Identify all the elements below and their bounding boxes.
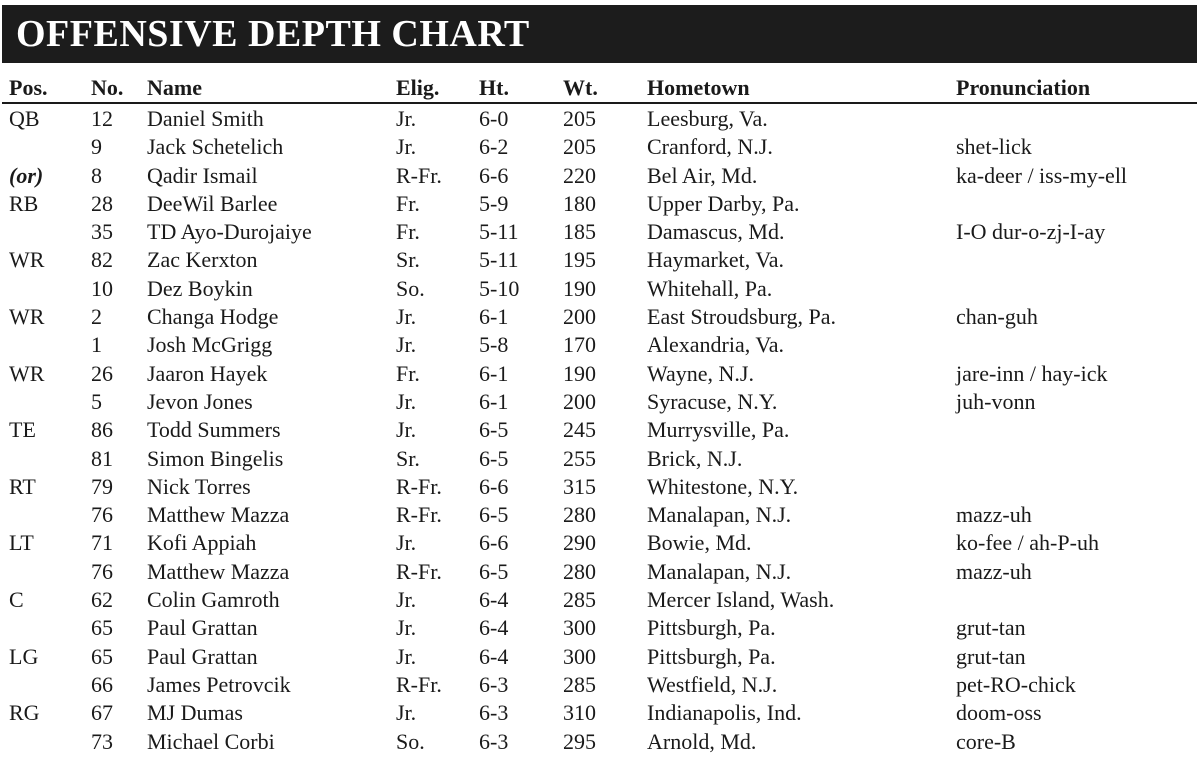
cell-name: Jack Schetelich: [147, 134, 284, 160]
cell-number: 76: [91, 558, 113, 584]
cell-height: 6-1: [479, 304, 509, 330]
cell-pronunciation: shet-lick: [956, 134, 1032, 160]
cell-number: 1: [91, 332, 102, 358]
table-row: [0, 190, 1200, 218]
cell-hometown: Pittsburgh, Pa.: [647, 643, 776, 669]
cell-pos: LG: [9, 643, 39, 669]
cell-hometown: Westfield, N.J.: [647, 671, 778, 697]
cell-pos: WR: [9, 304, 45, 330]
cell-number: 35: [91, 219, 113, 245]
header-elig: Elig.: [396, 75, 440, 100]
header-pronunciation: Pronunciation: [956, 75, 1091, 100]
cell-weight: 280: [563, 558, 596, 584]
cell-number: 10: [91, 275, 113, 301]
cell-name: Matthew Mazza: [147, 558, 290, 584]
cell-hometown: Mercer Island, Wash.: [647, 587, 835, 613]
cell-name: Jaaron Hayek: [147, 360, 268, 386]
cell-height: 6-6: [479, 473, 509, 499]
header-wt: Wt.: [563, 75, 598, 100]
cell-eligibility: Jr.: [396, 134, 417, 160]
cell-pronunciation: grut-tan: [956, 643, 1026, 669]
table-row: [0, 246, 1200, 274]
cell-number: 5: [91, 388, 102, 414]
cell-weight: 280: [563, 502, 596, 528]
cell-pronunciation: ka-deer / iss-my-ell: [956, 162, 1128, 188]
table-row: [0, 162, 1200, 190]
cell-hometown: Haymarket, Va.: [647, 247, 785, 273]
cell-height: 6-1: [479, 360, 509, 386]
cell-hometown: Pittsburgh, Pa.: [647, 615, 776, 641]
cell-height: 6-1: [479, 388, 509, 414]
cell-number: 28: [91, 190, 113, 216]
cell-eligibility: R-Fr.: [396, 558, 442, 584]
cell-name: James Petrovcik: [147, 671, 291, 697]
table-row: [0, 303, 1200, 331]
cell-hometown: Cranford, N.J.: [647, 134, 773, 160]
page-title: OFFENSIVE DEPTH CHART: [16, 13, 530, 55]
cell-number: 81: [91, 445, 113, 471]
table-row: [0, 218, 1200, 246]
cell-height: 6-5: [479, 558, 509, 584]
cell-weight: 300: [563, 615, 596, 641]
cell-pronunciation: pet-RO-chick: [956, 671, 1076, 697]
cell-pronunciation: chan-guh: [956, 304, 1038, 330]
cell-weight: 190: [563, 275, 596, 301]
cell-pos: WR: [9, 247, 45, 273]
cell-weight: 285: [563, 587, 596, 613]
table-row: [0, 614, 1200, 642]
table-row: [0, 360, 1200, 388]
cell-eligibility: Jr.: [396, 700, 417, 726]
cell-eligibility: Jr.: [396, 388, 417, 414]
table-row: [0, 529, 1200, 557]
cell-hometown: Indianapolis, Ind.: [647, 700, 802, 726]
cell-pos: C: [9, 587, 24, 613]
cell-weight: 295: [563, 728, 596, 754]
cell-height: 5-8: [479, 332, 509, 358]
cell-height: 6-3: [479, 671, 509, 697]
cell-eligibility: Fr.: [396, 190, 420, 216]
table-body: [0, 105, 1200, 756]
cell-height: 5-9: [479, 190, 509, 216]
cell-eligibility: Jr.: [396, 643, 417, 669]
cell-height: 5-11: [479, 219, 519, 245]
cell-number: 86: [91, 417, 113, 443]
cell-number: 67: [91, 700, 113, 726]
cell-height: 5-10: [479, 275, 520, 301]
cell-name: Josh McGrigg: [147, 332, 273, 358]
header-pos: Pos.: [9, 75, 48, 100]
cell-height: 6-3: [479, 728, 509, 754]
cell-eligibility: Jr.: [396, 106, 417, 131]
cell-pos: (or): [9, 162, 44, 188]
cell-weight: 255: [563, 445, 596, 471]
cell-number: 73: [91, 728, 113, 754]
cell-height: 6-2: [479, 134, 509, 160]
cell-weight: 200: [563, 304, 596, 330]
cell-name: Changa Hodge: [147, 304, 279, 330]
depth-chart-table: [0, 73, 1200, 754]
cell-eligibility: So.: [396, 728, 425, 754]
cell-hometown: Upper Darby, Pa.: [647, 190, 800, 216]
cell-hometown: Wayne, N.J.: [647, 360, 754, 386]
cell-name: TD Ayo-Durojaiye: [147, 219, 312, 245]
table-row: [0, 445, 1200, 473]
cell-hometown: Damascus, Md.: [647, 219, 785, 245]
header-no: No.: [91, 75, 124, 100]
cell-name: Paul Grattan: [147, 615, 258, 641]
table-row: [0, 105, 1200, 133]
cell-number: 26: [91, 360, 113, 386]
cell-weight: 205: [563, 134, 596, 160]
cell-eligibility: Jr.: [396, 587, 417, 613]
table-row: [0, 133, 1200, 161]
table-row: [0, 728, 1200, 756]
cell-height: 6-4: [479, 587, 509, 613]
cell-name: Kofi Appiah: [147, 530, 257, 556]
cell-height: 6-6: [479, 530, 509, 556]
cell-name: Matthew Mazza: [147, 502, 290, 528]
cell-pos: RT: [9, 473, 36, 499]
cell-number: 65: [91, 615, 113, 641]
cell-name: MJ Dumas: [147, 700, 243, 726]
cell-hometown: Murrysville, Pa.: [647, 417, 790, 443]
cell-height: 6-5: [479, 417, 509, 443]
cell-number: 82: [91, 247, 113, 273]
cell-height: 6-5: [479, 445, 509, 471]
title-banner: [2, 5, 1197, 63]
cell-pronunciation: grut-tan: [956, 615, 1026, 641]
table-row: [0, 558, 1200, 586]
cell-name: Dez Boykin: [147, 275, 253, 301]
header-hometown: Hometown: [647, 75, 750, 100]
table-row: [0, 643, 1200, 671]
cell-name: DeeWil Barlee: [147, 190, 278, 216]
cell-height: 6-0: [479, 106, 509, 131]
cell-weight: 195: [563, 247, 596, 273]
cell-hometown: Whitehall, Pa.: [647, 275, 773, 301]
cell-pos: QB: [9, 106, 40, 131]
cell-eligibility: R-Fr.: [396, 502, 442, 528]
cell-eligibility: Jr.: [396, 417, 417, 443]
cell-hometown: Manalapan, N.J.: [647, 502, 792, 528]
table-row: [0, 416, 1200, 444]
cell-number: 9: [91, 134, 102, 160]
cell-pos: TE: [9, 417, 36, 443]
cell-number: 71: [91, 530, 113, 556]
cell-number: 66: [91, 671, 113, 697]
header-name: Name: [147, 75, 202, 100]
cell-eligibility: R-Fr.: [396, 473, 442, 499]
cell-weight: 285: [563, 671, 596, 697]
cell-hometown: Arnold, Md.: [647, 728, 757, 754]
cell-hometown: Syracuse, N.Y.: [647, 388, 778, 414]
cell-eligibility: So.: [396, 275, 425, 301]
cell-pronunciation: juh-vonn: [956, 388, 1036, 414]
cell-pos: RG: [9, 700, 40, 726]
cell-weight: 245: [563, 417, 596, 443]
cell-number: 12: [91, 106, 113, 131]
cell-height: 6-4: [479, 643, 509, 669]
cell-hometown: Bel Air, Md.: [647, 162, 758, 188]
cell-name: Simon Bingelis: [147, 445, 284, 471]
table-row: [0, 586, 1200, 614]
cell-number: 8: [91, 162, 102, 188]
cell-name: Zac Kerxton: [147, 247, 258, 273]
cell-name: Daniel Smith: [147, 106, 264, 131]
cell-eligibility: Jr.: [396, 530, 417, 556]
cell-weight: 310: [563, 700, 596, 726]
cell-weight: 200: [563, 388, 596, 414]
table-row: [0, 331, 1200, 359]
cell-eligibility: Jr.: [396, 304, 417, 330]
cell-weight: 300: [563, 643, 596, 669]
cell-name: Jevon Jones: [147, 388, 253, 414]
cell-hometown: Leesburg, Va.: [647, 106, 768, 131]
cell-pronunciation: ko-fee / ah-P-uh: [956, 530, 1099, 556]
cell-eligibility: Fr.: [396, 219, 420, 245]
table-header-row: [0, 73, 1200, 103]
cell-eligibility: Jr.: [396, 332, 417, 358]
cell-pronunciation: doom-oss: [956, 700, 1042, 726]
cell-pos: RB: [9, 190, 39, 216]
cell-number: 79: [91, 473, 113, 499]
cell-pos: WR: [9, 360, 45, 386]
cell-hometown: Manalapan, N.J.: [647, 558, 792, 584]
cell-weight: 290: [563, 530, 596, 556]
cell-weight: 220: [563, 162, 596, 188]
cell-weight: 180: [563, 190, 596, 216]
table-row: [0, 501, 1200, 529]
cell-number: 62: [91, 587, 113, 613]
cell-name: Qadir Ismail: [147, 162, 258, 188]
cell-name: Paul Grattan: [147, 643, 258, 669]
cell-eligibility: Fr.: [396, 360, 420, 386]
cell-pronunciation: mazz-uh: [956, 558, 1032, 584]
cell-height: 6-3: [479, 700, 509, 726]
cell-eligibility: Sr.: [396, 445, 420, 471]
table-row: [0, 388, 1200, 416]
cell-eligibility: Sr.: [396, 247, 420, 273]
table-row: [0, 699, 1200, 727]
header-rule: [2, 102, 1197, 104]
cell-hometown: Alexandria, Va.: [647, 332, 785, 358]
cell-height: 6-5: [479, 502, 509, 528]
cell-name: Michael Corbi: [147, 728, 275, 754]
cell-height: 6-6: [479, 162, 509, 188]
cell-pronunciation: I-O dur-o-zj-I-ay: [956, 219, 1106, 245]
cell-hometown: Whitestone, N.Y.: [647, 473, 799, 499]
cell-hometown: East Stroudsburg, Pa.: [647, 304, 837, 330]
cell-number: 76: [91, 502, 113, 528]
cell-eligibility: R-Fr.: [396, 162, 442, 188]
cell-weight: 315: [563, 473, 596, 499]
cell-height: 5-11: [479, 247, 519, 273]
cell-name: Colin Gamroth: [147, 587, 280, 613]
header-ht: Ht.: [479, 75, 509, 100]
cell-number: 2: [91, 304, 102, 330]
cell-weight: 170: [563, 332, 596, 358]
table-row: [0, 473, 1200, 501]
cell-name: Todd Summers: [147, 417, 281, 443]
cell-hometown: Bowie, Md.: [647, 530, 752, 556]
cell-height: 6-4: [479, 615, 509, 641]
cell-pronunciation: mazz-uh: [956, 502, 1032, 528]
cell-eligibility: R-Fr.: [396, 671, 442, 697]
cell-pronunciation: jare-inn / hay-ick: [956, 360, 1108, 386]
cell-weight: 185: [563, 219, 596, 245]
cell-hometown: Brick, N.J.: [647, 445, 743, 471]
cell-pos: LT: [9, 530, 34, 556]
cell-weight: 205: [563, 106, 596, 131]
cell-weight: 190: [563, 360, 596, 386]
cell-name: Nick Torres: [147, 473, 251, 499]
cell-number: 65: [91, 643, 113, 669]
table-row: [0, 275, 1200, 303]
table-row: [0, 671, 1200, 699]
cell-eligibility: Jr.: [396, 615, 417, 641]
cell-pronunciation: core-B: [956, 728, 1016, 754]
